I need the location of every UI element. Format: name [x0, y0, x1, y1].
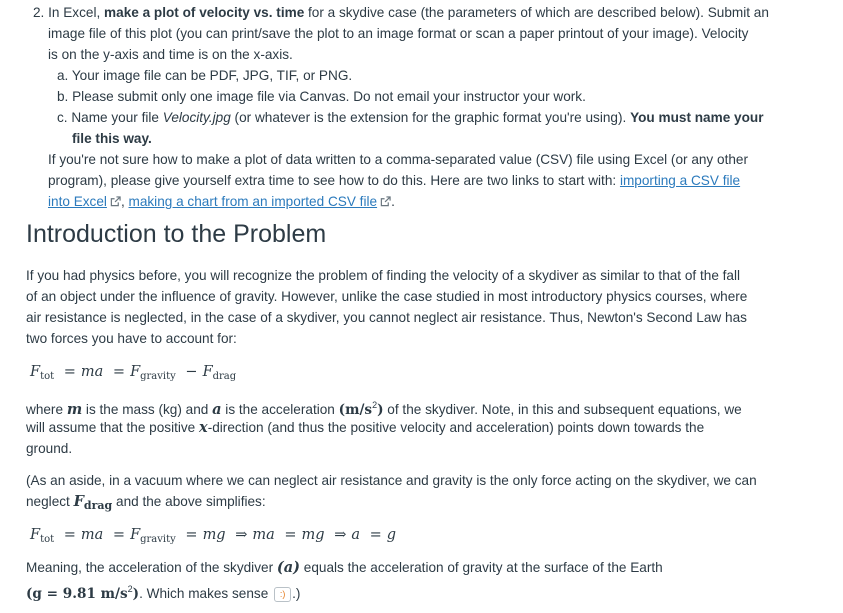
meaning-line1 [26, 557, 663, 578]
eq-subscript: tot [40, 534, 55, 545]
where-text: of the skydiver. Note, in this and subsequent equations, we [383, 402, 742, 417]
aside-line1: (As an aside, in a vacuum where we can neglect air resistance and gravity is the only force acting on the skydiver, we can [26, 473, 757, 488]
eq-subscript: tot [40, 371, 55, 382]
link-importing-csv-cont[interactable]: into Excel [48, 194, 107, 209]
item2-text: In Excel, [48, 5, 105, 20]
eq-operator: = [112, 364, 126, 380]
eq-operator: = [63, 364, 76, 380]
eq-symbol: ma [80, 527, 104, 543]
period: . [391, 194, 395, 209]
eq-symbol: g [386, 527, 397, 543]
csv-help-line2 [48, 170, 740, 191]
filename-example: Velocity.jpg [162, 110, 231, 125]
where-text: is the mass (kg) and [82, 402, 213, 417]
external-link-icon [380, 196, 391, 207]
unit: (m/s [338, 402, 373, 418]
aside-line2 [26, 491, 266, 516]
smiley-icon: :) [274, 587, 291, 602]
where-text: will assume that the positive [26, 420, 200, 435]
meaning-text: equals the acceleration of gravity at the surface of the Earth [300, 560, 663, 575]
math-F: F [73, 493, 84, 510]
subitem-c-bold: file this way. [72, 131, 152, 146]
link-making-chart[interactable]: making a chart from an imported CSV file [128, 194, 378, 209]
subitem-c-bold: You must name your [630, 110, 764, 125]
subitem-a: a. Your image file can be PDF, JPG, TIF, or PNG. [57, 68, 353, 83]
item2-bold-instruction: make a plot of velocity vs. time [104, 5, 305, 20]
eq-symbol: F [130, 364, 141, 380]
item2-line2: image file of this plot (you can print/save the plot to an image format or scan a paper printout of your image). Velocity [48, 26, 749, 41]
meaning-text: . Which makes sense [139, 586, 273, 601]
subitem-c-text: (or whatever is the extension for the graphic format you're using). [230, 110, 631, 125]
eq-operator: = [284, 527, 297, 543]
eq-implies: ⇒ [235, 527, 248, 543]
unit-sup: 2 [127, 584, 133, 594]
eq-subscript: gravity [140, 534, 176, 545]
unit: ) [377, 402, 384, 418]
where-line2 [26, 417, 704, 438]
math-subscript: drag [83, 499, 113, 512]
eq-symbol: F [30, 527, 41, 543]
where-line3: ground. [26, 441, 73, 456]
eq-operator: = [369, 527, 382, 543]
eq-symbol: ma [80, 364, 104, 380]
math-gravity-value: (g = 9.81 m/s [26, 586, 128, 602]
item-number: 2. [33, 5, 45, 20]
link-importing-csv[interactable]: importing a CSV file [619, 173, 741, 188]
aside-text: and the above simplifies: [112, 494, 266, 509]
eq-symbol: ma [252, 527, 275, 543]
subitem-c [57, 107, 764, 128]
math-a: a [212, 401, 222, 418]
eq-symbol: mg [301, 527, 325, 543]
equation-newton-second-law [30, 361, 236, 388]
aside-text: neglect [26, 494, 74, 509]
math-a: (a) [276, 559, 300, 576]
where-text: is the acceleration [221, 402, 339, 417]
eq-operator: − [185, 364, 198, 380]
eq-symbol: F [130, 527, 141, 543]
subitem-c-text: c. Name your file [57, 110, 163, 125]
item2-line1 [33, 2, 769, 23]
eq-symbol: F [30, 364, 41, 380]
intro-line: air resistance is neglected, in the case of a skydiver, you cannot neglect air resistance. Thus, Newton's Second Law has [26, 310, 747, 325]
eq-operator: = [112, 527, 126, 543]
eq-subscript: gravity [140, 371, 176, 382]
eq-operator: = [63, 527, 76, 543]
math-m: m [66, 401, 83, 418]
math-x: x [199, 419, 208, 436]
meaning-text: .) [292, 586, 301, 601]
math-gravity-value: ) [132, 586, 140, 602]
where-text: -direction (and thus the positive velocity and acceleration) points down towards the [207, 420, 705, 435]
meaning-line2 [26, 579, 300, 605]
eq-symbol: a [351, 527, 361, 543]
subitem-b: b. Please submit only one image file via Canvas. Do not email your instructor your work. [57, 89, 586, 104]
comma: , [120, 194, 125, 209]
meaning-text: Meaning, the acceleration of the skydiver [26, 560, 277, 575]
eq-symbol: mg [202, 527, 226, 543]
eq-implies: ⇒ [334, 527, 347, 543]
intro-line: two forces you have to account for: [26, 331, 237, 346]
csv-help-line3 [48, 191, 395, 212]
csv-help-line1: If you're not sure how to make a plot of data written to a comma-separated value (CSV) file using Excel (or any other [48, 152, 748, 167]
unit-sup: 2 [372, 400, 378, 410]
csv-help-text: program), please give yourself extra time to see how to do this. Here are two links to start with: [48, 173, 620, 188]
intro-line: of an object under the influence of gravity. However, unlike the case studied in most introductory physics courses, where [26, 289, 748, 304]
section-heading: Introduction to the Problem [26, 220, 327, 248]
equation-vacuum [30, 524, 396, 551]
external-link-icon [110, 196, 121, 207]
subitem-c-cont [72, 128, 152, 149]
intro-line: If you had physics before, you will recognize the problem of finding the velocity of a skydiver as similar to that of the fall [26, 268, 741, 283]
eq-symbol: F [202, 364, 213, 380]
eq-operator: = [185, 527, 198, 543]
where-text: where [26, 402, 67, 417]
item2-line3: is on the y-axis and time is on the x-axis. [48, 47, 293, 62]
item2-text: for a skydive case (the parameters of which are described below). Submit an [304, 5, 769, 20]
eq-subscript: drag [212, 371, 237, 382]
